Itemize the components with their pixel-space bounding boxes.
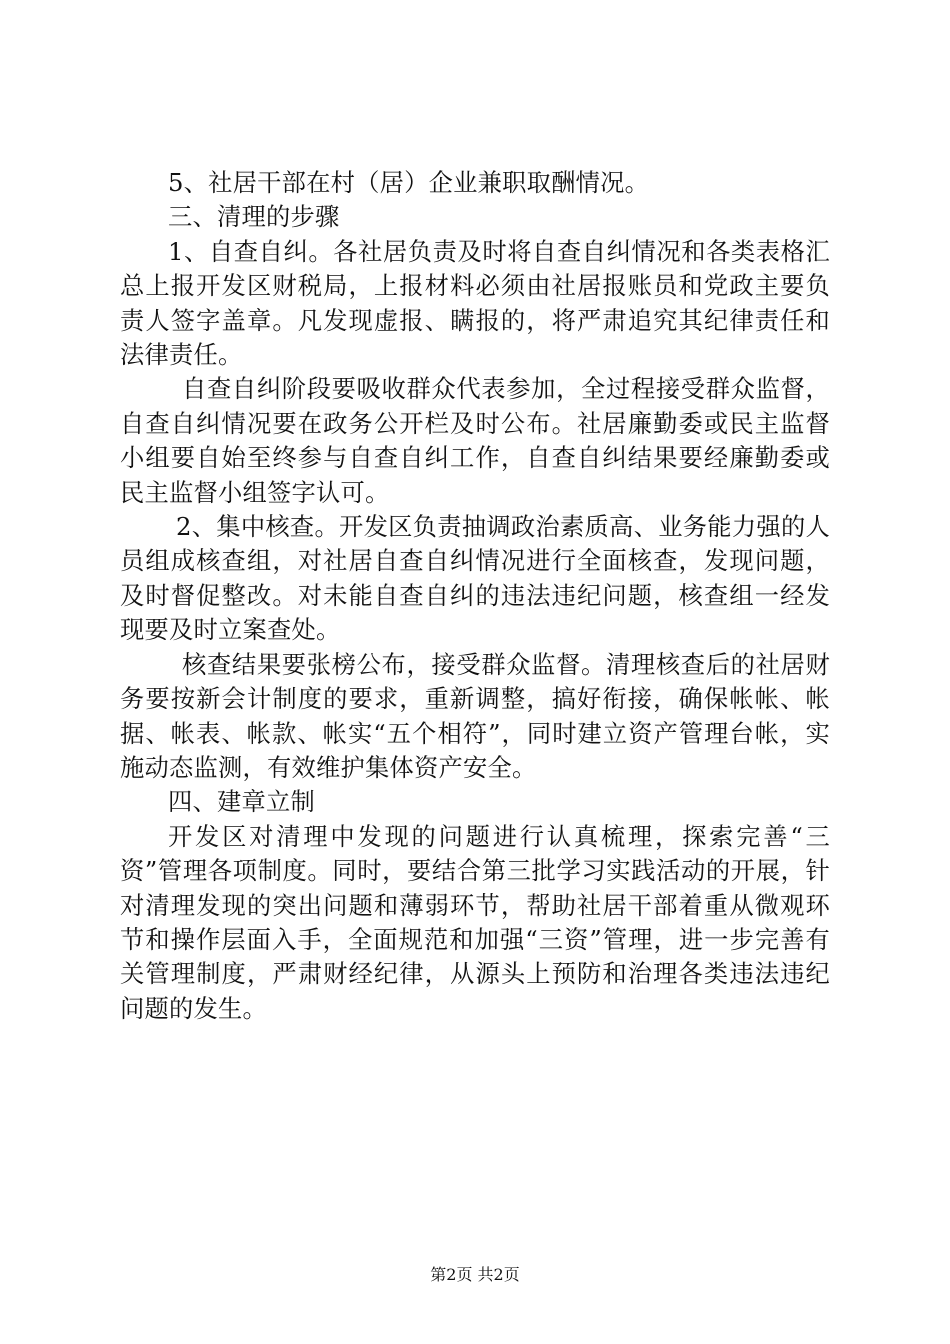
section-heading-regulations: 四、建章立制 bbox=[168, 787, 315, 817]
paragraph-self-check-stage: 自查自纠阶段要吸收群众代表参加，全过程接受群众监督，自查自纠情况要在政务公开栏及时公布。社居廉勤委或民主监督小组要自始至终参与自查自纠工作，自查自纠结果要经廉勤委或民主监督小组签字认可。 bbox=[120, 374, 830, 507]
paragraph-item-5: 5、社居干部在村（居）企业兼职取酬情况。 bbox=[168, 168, 650, 197]
page-number-footer: 第2页 共2页 bbox=[430, 1265, 520, 1284]
paragraph-regulations: 开发区对清理中发现的问题进行认真梳理，探索完善“三资”管理各项制度。同时，要结合第三批学习实践活动的开展，针对清理发现的突出问题和薄弱环节，帮助社居干部着重从微观环节和操作层面入手，全面规范和加强“三资”管理，进一步完善有关管理制度，严肃财经纪律，从源头上预防和治理各类违法违纪问题的发生。 bbox=[120, 821, 830, 1023]
paragraph-review-results: 核查结果要张榜公布，接受群众监督。清理核查后的社居财务要按新会计制度的要求，重新调整，搞好衔接，确保帐帐、帐据、帐表、帐款、帐实“五个相符”，同时建立资产管理台帐，实施动态监测，有效维护集体资产安全。 bbox=[120, 649, 830, 782]
paragraph-self-check: 1、自查自纠。各社居负责及时将自查自纠情况和各类表格汇总上报开发区财税局，上报材料必须由社居报账员和党政主要负责人签字盖章。凡发现虚报、瞒报的，将严肃追究其纪律责任和法律责任。 bbox=[120, 236, 830, 370]
document-body bbox=[120, 166, 830, 1026]
section-heading-steps: 三、清理的步骤 bbox=[168, 202, 340, 232]
paragraph-central-review: 2、集中核查。开发区负责抽调政治素质高、业务能力强的人员组成核查组，对社居自查自纠情况进行全面核查，发现问题，及时督促整改。对未能自查自纠的违法违纪问题，核查组一经发现要及时立案查处。 bbox=[120, 512, 830, 645]
